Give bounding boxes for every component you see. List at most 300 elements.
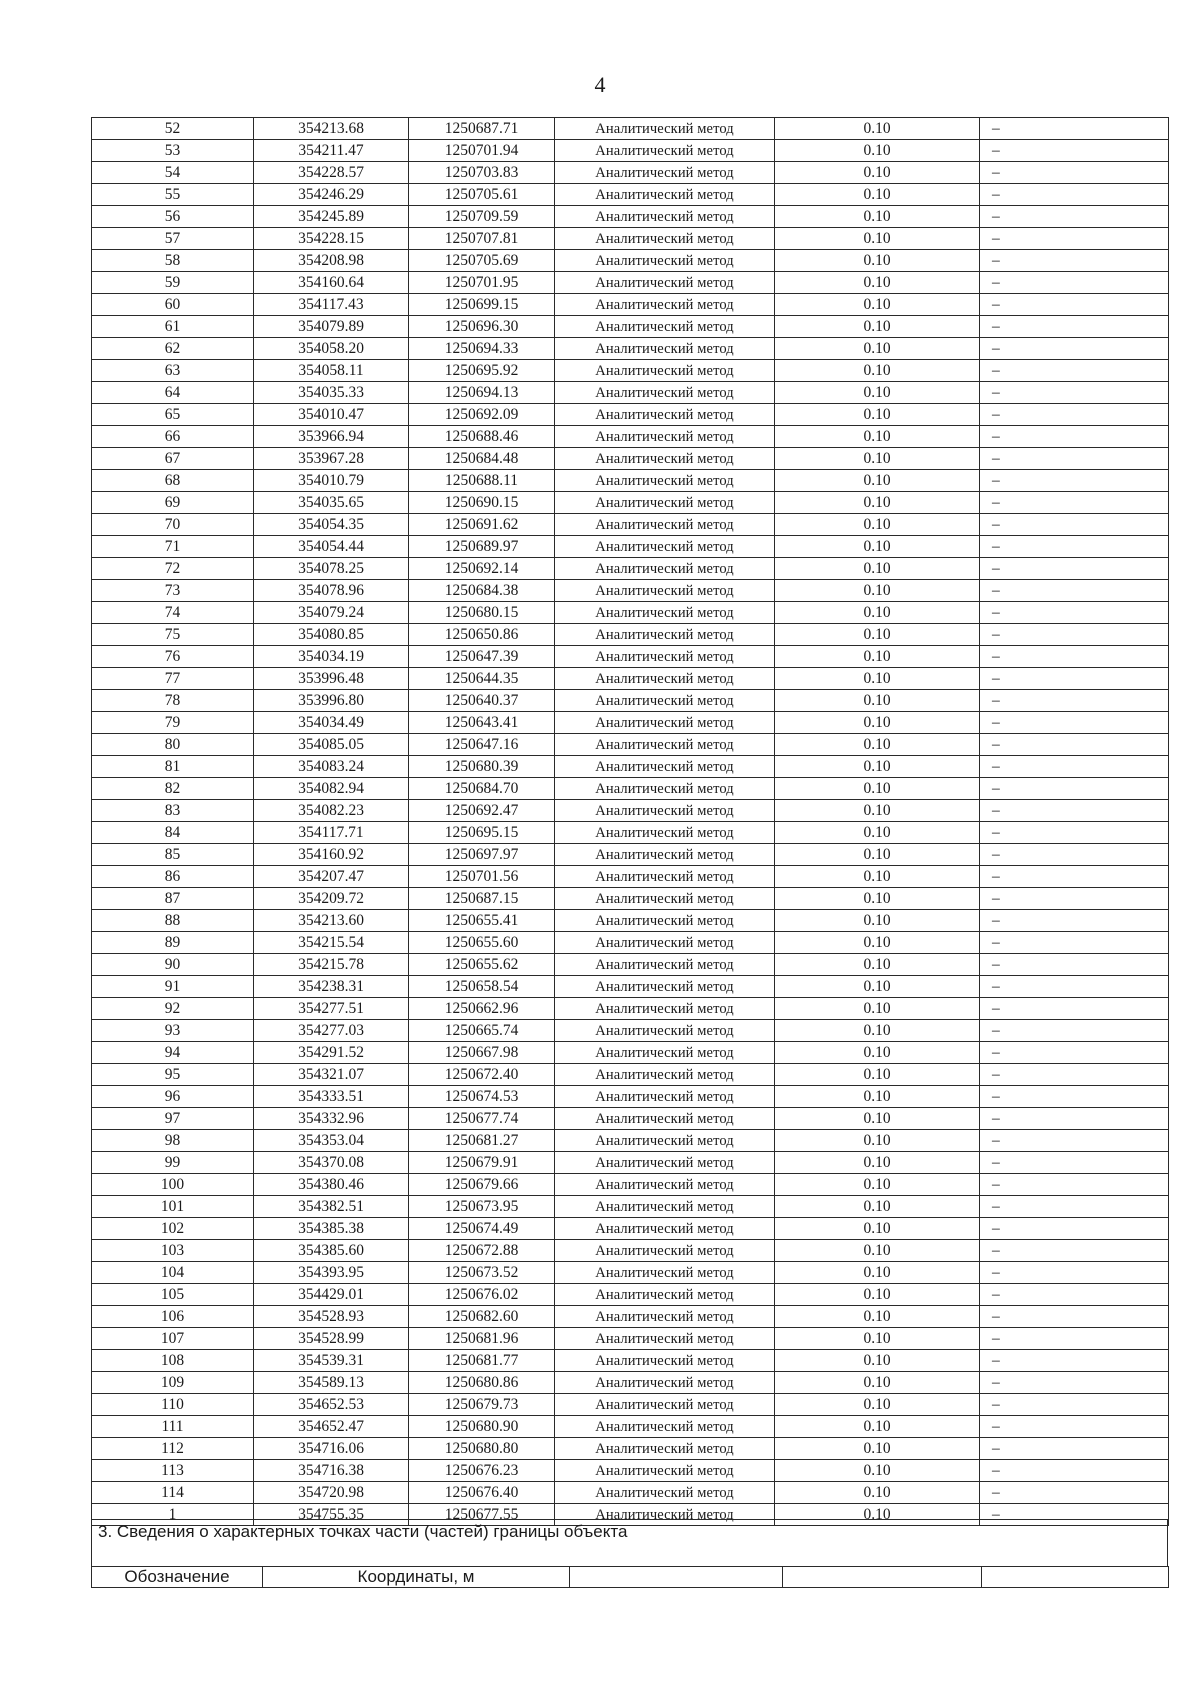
method-cell: Аналитический метод [555, 888, 775, 910]
accuracy-cell: 0.10 [775, 866, 980, 888]
accuracy-cell: 0.10 [775, 228, 980, 250]
point-number-cell: 101 [92, 1196, 254, 1218]
point-number-cell: 94 [92, 1042, 254, 1064]
point-number-cell: 114 [92, 1482, 254, 1504]
y-coordinate-cell: 1250673.52 [409, 1262, 555, 1284]
section-3-title: 3. Сведения о характерных точках части (частей) границы объекта [98, 1522, 628, 1541]
accuracy-cell: 0.10 [775, 1372, 980, 1394]
x-coordinate-cell: 354238.31 [254, 976, 409, 998]
dash-cell: – [980, 778, 1169, 800]
y-coordinate-cell: 1250694.33 [409, 338, 555, 360]
dash-cell: – [980, 1086, 1169, 1108]
x-coordinate-cell: 354393.95 [254, 1262, 409, 1284]
accuracy-cell: 0.10 [775, 1042, 980, 1064]
y-coordinate-cell: 1250684.70 [409, 778, 555, 800]
method-cell: Аналитический метод [555, 140, 775, 162]
accuracy-cell: 0.10 [775, 712, 980, 734]
point-number-cell: 62 [92, 338, 254, 360]
y-coordinate-cell: 1250696.30 [409, 316, 555, 338]
dash-cell: – [980, 734, 1169, 756]
method-cell: Аналитический метод [555, 1086, 775, 1108]
method-cell: Аналитический метод [555, 866, 775, 888]
x-coordinate-cell: 353996.48 [254, 668, 409, 690]
accuracy-cell: 0.10 [775, 250, 980, 272]
method-cell: Аналитический метод [555, 382, 775, 404]
dash-cell: – [980, 206, 1169, 228]
method-cell: Аналитический метод [555, 162, 775, 184]
y-coordinate-cell: 1250679.91 [409, 1152, 555, 1174]
method-cell: Аналитический метод [555, 932, 775, 954]
dash-cell: – [980, 1482, 1169, 1504]
table-row [92, 1394, 1169, 1416]
x-coordinate-cell: 354228.57 [254, 162, 409, 184]
table-row [92, 360, 1169, 382]
table-row [92, 712, 1169, 734]
method-cell: Аналитический метод [555, 1284, 775, 1306]
dash-cell: – [980, 1152, 1169, 1174]
x-coordinate-cell: 354291.52 [254, 1042, 409, 1064]
point-number-cell: 112 [92, 1438, 254, 1460]
accuracy-cell: 0.10 [775, 1086, 980, 1108]
accuracy-cell: 0.10 [775, 382, 980, 404]
method-cell: Аналитический метод [555, 712, 775, 734]
point-number-cell: 102 [92, 1218, 254, 1240]
accuracy-cell: 0.10 [775, 602, 980, 624]
y-coordinate-cell: 1250697.97 [409, 844, 555, 866]
point-number-cell: 61 [92, 316, 254, 338]
table-row [92, 536, 1169, 558]
accuracy-cell: 0.10 [775, 1394, 980, 1416]
accuracy-cell: 0.10 [775, 822, 980, 844]
y-coordinate-cell: 1250672.40 [409, 1064, 555, 1086]
dash-cell: – [980, 1328, 1169, 1350]
accuracy-cell: 0.10 [775, 1108, 980, 1130]
method-cell: Аналитический метод [555, 1064, 775, 1086]
dash-cell: – [980, 470, 1169, 492]
dash-cell: – [980, 1240, 1169, 1262]
x-coordinate-cell: 354429.01 [254, 1284, 409, 1306]
point-number-cell: 69 [92, 492, 254, 514]
y-coordinate-cell: 1250689.97 [409, 536, 555, 558]
method-cell: Аналитический метод [555, 1196, 775, 1218]
table-row [92, 756, 1169, 778]
method-cell: Аналитический метод [555, 778, 775, 800]
method-cell: Аналитический метод [555, 1306, 775, 1328]
y-coordinate-cell: 1250676.40 [409, 1482, 555, 1504]
dash-cell: – [980, 1284, 1169, 1306]
x-coordinate-cell: 354385.38 [254, 1218, 409, 1240]
accuracy-cell: 0.10 [775, 294, 980, 316]
point-number-cell: 86 [92, 866, 254, 888]
method-cell: Аналитический метод [555, 1482, 775, 1504]
table-row [92, 1108, 1169, 1130]
x-coordinate-cell: 354382.51 [254, 1196, 409, 1218]
accuracy-cell: 0.10 [775, 360, 980, 382]
point-number-cell: 110 [92, 1394, 254, 1416]
dash-cell: – [980, 404, 1169, 426]
x-coordinate-cell: 354539.31 [254, 1350, 409, 1372]
y-coordinate-cell: 1250674.53 [409, 1086, 555, 1108]
point-number-cell: 77 [92, 668, 254, 690]
accuracy-cell: 0.10 [775, 690, 980, 712]
y-coordinate-cell: 1250701.94 [409, 140, 555, 162]
dash-cell: – [980, 712, 1169, 734]
table-row [92, 558, 1169, 580]
dash-cell: – [980, 624, 1169, 646]
dash-cell: – [980, 866, 1169, 888]
point-number-cell: 63 [92, 360, 254, 382]
method-cell: Аналитический метод [555, 1438, 775, 1460]
x-coordinate-cell: 354332.96 [254, 1108, 409, 1130]
dash-cell: – [980, 250, 1169, 272]
y-coordinate-cell: 1250691.62 [409, 514, 555, 536]
accuracy-cell: 0.10 [775, 514, 980, 536]
accuracy-cell: 0.10 [775, 118, 980, 140]
empty-header-cell [570, 1567, 783, 1588]
method-cell: Аналитический метод [555, 1240, 775, 1262]
method-cell: Аналитический метод [555, 448, 775, 470]
y-coordinate-cell: 1250644.35 [409, 668, 555, 690]
point-number-cell: 68 [92, 470, 254, 492]
method-cell: Аналитический метод [555, 536, 775, 558]
x-coordinate-cell: 354160.92 [254, 844, 409, 866]
table-row [92, 1086, 1169, 1108]
y-coordinate-cell: 1250676.02 [409, 1284, 555, 1306]
y-coordinate-cell: 1250662.96 [409, 998, 555, 1020]
accuracy-cell: 0.10 [775, 910, 980, 932]
point-number-cell: 106 [92, 1306, 254, 1328]
method-cell: Аналитический метод [555, 272, 775, 294]
x-coordinate-cell: 354010.47 [254, 404, 409, 426]
method-cell: Аналитический метод [555, 294, 775, 316]
x-coordinate-cell: 354054.35 [254, 514, 409, 536]
point-number-cell: 78 [92, 690, 254, 712]
table-row [92, 954, 1169, 976]
method-cell: Аналитический метод [555, 1130, 775, 1152]
x-coordinate-cell: 353996.80 [254, 690, 409, 712]
method-cell: Аналитический метод [555, 756, 775, 778]
accuracy-cell: 0.10 [775, 1240, 980, 1262]
point-number-cell: 81 [92, 756, 254, 778]
method-cell: Аналитический метод [555, 492, 775, 514]
accuracy-cell: 0.10 [775, 976, 980, 998]
table-row [92, 272, 1169, 294]
method-cell: Аналитический метод [555, 734, 775, 756]
x-coordinate-cell: 353966.94 [254, 426, 409, 448]
accuracy-cell: 0.10 [775, 734, 980, 756]
accuracy-cell: 0.10 [775, 558, 980, 580]
table-row [92, 1262, 1169, 1284]
x-coordinate-cell: 354079.89 [254, 316, 409, 338]
point-number-cell: 70 [92, 514, 254, 536]
method-cell: Аналитический метод [555, 910, 775, 932]
dash-cell: – [980, 976, 1169, 998]
x-coordinate-cell: 354652.47 [254, 1416, 409, 1438]
x-coordinate-cell: 354211.47 [254, 140, 409, 162]
table-row [92, 1460, 1169, 1482]
dash-cell: – [980, 1042, 1169, 1064]
method-cell: Аналитический метод [555, 206, 775, 228]
table-row [92, 778, 1169, 800]
table-row [92, 492, 1169, 514]
table-row [92, 162, 1169, 184]
accuracy-cell: 0.10 [775, 1174, 980, 1196]
y-coordinate-cell: 1250680.90 [409, 1416, 555, 1438]
table-row [92, 118, 1169, 140]
table-row [92, 514, 1169, 536]
dash-cell: – [980, 316, 1169, 338]
y-coordinate-cell: 1250687.71 [409, 118, 555, 140]
method-cell: Аналитический метод [555, 1394, 775, 1416]
point-number-cell: 72 [92, 558, 254, 580]
point-number-cell: 57 [92, 228, 254, 250]
dash-cell: – [980, 954, 1169, 976]
y-coordinate-cell: 1250690.15 [409, 492, 555, 514]
x-coordinate-cell: 354385.60 [254, 1240, 409, 1262]
y-coordinate-cell: 1250688.11 [409, 470, 555, 492]
method-cell: Аналитический метод [555, 668, 775, 690]
y-coordinate-cell: 1250677.55 [409, 1504, 555, 1526]
point-number-cell: 58 [92, 250, 254, 272]
dash-cell: – [980, 1218, 1169, 1240]
accuracy-cell: 0.10 [775, 426, 980, 448]
point-number-cell: 105 [92, 1284, 254, 1306]
table-row [92, 690, 1169, 712]
dash-cell: – [980, 1504, 1169, 1526]
dash-cell: – [980, 1460, 1169, 1482]
empty-header-cell [783, 1567, 982, 1588]
table-row [92, 316, 1169, 338]
point-number-cell: 87 [92, 888, 254, 910]
y-coordinate-cell: 1250695.15 [409, 822, 555, 844]
method-cell: Аналитический метод [555, 404, 775, 426]
dash-cell: – [980, 558, 1169, 580]
point-number-cell: 59 [92, 272, 254, 294]
method-cell: Аналитический метод [555, 844, 775, 866]
method-cell: Аналитический метод [555, 822, 775, 844]
x-coordinate-cell: 354078.96 [254, 580, 409, 602]
y-coordinate-cell: 1250674.49 [409, 1218, 555, 1240]
dash-cell: – [980, 162, 1169, 184]
table-row [92, 140, 1169, 162]
point-number-cell: 107 [92, 1328, 254, 1350]
y-coordinate-cell: 1250701.95 [409, 272, 555, 294]
table-row [92, 448, 1169, 470]
dash-cell: – [980, 184, 1169, 206]
x-coordinate-cell: 354035.65 [254, 492, 409, 514]
table-row [92, 976, 1169, 998]
method-cell: Аналитический метод [555, 1020, 775, 1042]
x-coordinate-cell: 354010.79 [254, 470, 409, 492]
y-coordinate-cell: 1250655.41 [409, 910, 555, 932]
x-coordinate-cell: 354246.29 [254, 184, 409, 206]
table-row [92, 206, 1169, 228]
table-row [92, 1328, 1169, 1350]
dash-cell: – [980, 1416, 1169, 1438]
method-cell: Аналитический метод [555, 1108, 775, 1130]
x-coordinate-cell: 354054.44 [254, 536, 409, 558]
dash-cell: – [980, 1394, 1169, 1416]
dash-cell: – [980, 1130, 1169, 1152]
y-coordinate-cell: 1250677.74 [409, 1108, 555, 1130]
point-number-cell: 66 [92, 426, 254, 448]
x-coordinate-cell: 354209.72 [254, 888, 409, 910]
dash-cell: – [980, 140, 1169, 162]
point-number-cell: 111 [92, 1416, 254, 1438]
dash-cell: – [980, 800, 1169, 822]
accuracy-cell: 0.10 [775, 140, 980, 162]
y-coordinate-cell: 1250640.37 [409, 690, 555, 712]
dash-cell: – [980, 580, 1169, 602]
x-coordinate-cell: 354652.53 [254, 1394, 409, 1416]
accuracy-cell: 0.10 [775, 932, 980, 954]
y-coordinate-cell: 1250703.83 [409, 162, 555, 184]
x-coordinate-cell: 354083.24 [254, 756, 409, 778]
x-coordinate-cell: 354245.89 [254, 206, 409, 228]
table-row [92, 998, 1169, 1020]
table-row [92, 1064, 1169, 1086]
point-number-cell: 82 [92, 778, 254, 800]
accuracy-cell: 0.10 [775, 536, 980, 558]
y-coordinate-cell: 1250682.60 [409, 1306, 555, 1328]
x-coordinate-cell: 354528.93 [254, 1306, 409, 1328]
accuracy-cell: 0.10 [775, 1152, 980, 1174]
x-coordinate-cell: 354085.05 [254, 734, 409, 756]
point-number-cell: 93 [92, 1020, 254, 1042]
accuracy-cell: 0.10 [775, 1262, 980, 1284]
point-number-cell: 83 [92, 800, 254, 822]
point-number-cell: 73 [92, 580, 254, 602]
accuracy-cell: 0.10 [775, 492, 980, 514]
x-coordinate-cell: 354080.85 [254, 624, 409, 646]
dash-cell: – [980, 1306, 1169, 1328]
method-cell: Аналитический метод [555, 316, 775, 338]
x-coordinate-cell: 354353.04 [254, 1130, 409, 1152]
point-number-cell: 52 [92, 118, 254, 140]
y-coordinate-cell: 1250650.86 [409, 624, 555, 646]
x-coordinate-cell: 354755.35 [254, 1504, 409, 1526]
table-row [92, 228, 1169, 250]
table-row [92, 800, 1169, 822]
accuracy-cell: 0.10 [775, 272, 980, 294]
dash-cell: – [980, 228, 1169, 250]
point-number-cell: 60 [92, 294, 254, 316]
y-coordinate-cell: 1250672.88 [409, 1240, 555, 1262]
dash-cell: – [980, 690, 1169, 712]
x-coordinate-cell: 354117.43 [254, 294, 409, 316]
point-number-cell: 75 [92, 624, 254, 646]
point-number-cell: 89 [92, 932, 254, 954]
method-cell: Аналитический метод [555, 1042, 775, 1064]
coordinates-table-body [92, 118, 1169, 1526]
dash-cell: – [980, 360, 1169, 382]
point-number-cell: 90 [92, 954, 254, 976]
y-coordinate-cell: 1250701.56 [409, 866, 555, 888]
y-coordinate-cell: 1250688.46 [409, 426, 555, 448]
point-number-cell: 79 [92, 712, 254, 734]
y-coordinate-cell: 1250692.47 [409, 800, 555, 822]
x-coordinate-cell: 354720.98 [254, 1482, 409, 1504]
method-cell: Аналитический метод [555, 1262, 775, 1284]
y-coordinate-cell: 1250667.98 [409, 1042, 555, 1064]
y-coordinate-cell: 1250699.15 [409, 294, 555, 316]
x-coordinate-cell: 354082.23 [254, 800, 409, 822]
method-cell: Аналитический метод [555, 646, 775, 668]
method-cell: Аналитический метод [555, 514, 775, 536]
method-cell: Аналитический метод [555, 580, 775, 602]
point-number-cell: 100 [92, 1174, 254, 1196]
x-coordinate-cell: 354058.20 [254, 338, 409, 360]
method-cell: Аналитический метод [555, 1416, 775, 1438]
y-coordinate-cell: 1250658.54 [409, 976, 555, 998]
y-coordinate-cell: 1250679.66 [409, 1174, 555, 1196]
point-number-cell: 95 [92, 1064, 254, 1086]
y-coordinate-cell: 1250643.41 [409, 712, 555, 734]
point-number-cell: 91 [92, 976, 254, 998]
section-3-box [91, 1519, 1168, 1567]
point-number-cell: 74 [92, 602, 254, 624]
accuracy-cell: 0.10 [775, 1416, 980, 1438]
table-row [92, 822, 1169, 844]
method-cell: Аналитический метод [555, 1152, 775, 1174]
accuracy-cell: 0.10 [775, 1218, 980, 1240]
accuracy-cell: 0.10 [775, 888, 980, 910]
y-coordinate-cell: 1250687.15 [409, 888, 555, 910]
y-coordinate-cell: 1250692.14 [409, 558, 555, 580]
table-row [92, 1240, 1169, 1262]
point-number-cell: 99 [92, 1152, 254, 1174]
method-cell: Аналитический метод [555, 360, 775, 382]
table-row [92, 624, 1169, 646]
x-coordinate-cell: 354208.98 [254, 250, 409, 272]
table-row [92, 1284, 1169, 1306]
point-number-cell: 84 [92, 822, 254, 844]
accuracy-cell: 0.10 [775, 316, 980, 338]
dash-cell: – [980, 668, 1169, 690]
y-coordinate-cell: 1250680.86 [409, 1372, 555, 1394]
table-row [92, 844, 1169, 866]
x-coordinate-cell: 354277.51 [254, 998, 409, 1020]
point-number-cell: 64 [92, 382, 254, 404]
table-row [92, 1020, 1169, 1042]
accuracy-cell: 0.10 [775, 1350, 980, 1372]
table-row [92, 1130, 1169, 1152]
method-cell: Аналитический метод [555, 1372, 775, 1394]
table-row [92, 294, 1169, 316]
dash-cell: – [980, 998, 1169, 1020]
accuracy-cell: 0.10 [775, 800, 980, 822]
method-cell: Аналитический метод [555, 250, 775, 272]
method-cell: Аналитический метод [555, 184, 775, 206]
dash-cell: – [980, 910, 1169, 932]
table-row [92, 734, 1169, 756]
method-cell: Аналитический метод [555, 624, 775, 646]
page-number: 4 [594, 72, 606, 97]
method-cell: Аналитический метод [555, 228, 775, 250]
y-coordinate-cell: 1250681.96 [409, 1328, 555, 1350]
method-cell: Аналитический метод [555, 690, 775, 712]
y-coordinate-cell: 1250647.39 [409, 646, 555, 668]
table-row [92, 1482, 1169, 1504]
y-coordinate-cell: 1250647.16 [409, 734, 555, 756]
method-cell: Аналитический метод [555, 1460, 775, 1482]
x-coordinate-cell: 354160.64 [254, 272, 409, 294]
accuracy-cell: 0.10 [775, 1438, 980, 1460]
y-coordinate-cell: 1250695.92 [409, 360, 555, 382]
table-row [92, 1306, 1169, 1328]
point-number-cell: 88 [92, 910, 254, 932]
y-coordinate-cell: 1250655.62 [409, 954, 555, 976]
